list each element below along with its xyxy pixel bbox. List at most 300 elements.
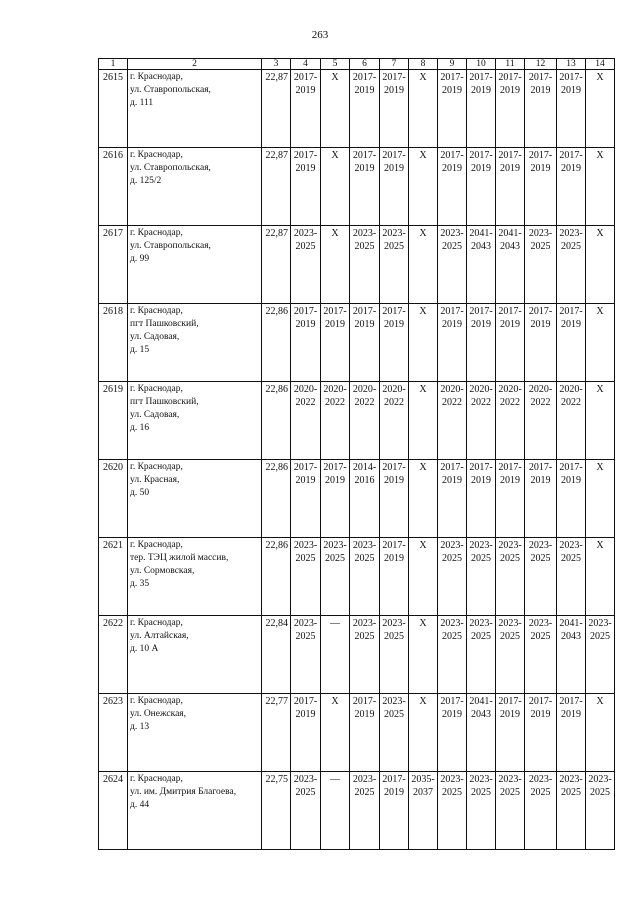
period-cell	[321, 460, 350, 538]
period-line: 2023-	[293, 774, 318, 785]
period-line: 2017-	[352, 306, 377, 317]
row-number: 2618	[99, 304, 128, 382]
period-line: 2022	[384, 397, 404, 408]
period-cell	[380, 460, 409, 538]
period-line: 2019	[471, 475, 491, 486]
period-cell	[409, 70, 438, 148]
period-line: Х	[596, 696, 604, 707]
address-line: г. Краснодар,	[130, 618, 183, 628]
period-cell	[586, 226, 615, 304]
period-cell	[409, 772, 438, 850]
row-number: 2617	[99, 226, 128, 304]
period-line: Х	[419, 384, 427, 395]
period-cell	[438, 538, 467, 616]
period-line: 2019	[471, 163, 491, 174]
period-line: 2023-	[293, 540, 318, 551]
period-line: 2025	[590, 631, 610, 642]
period-line: Х	[596, 72, 604, 83]
period-line: 2019	[500, 163, 520, 174]
period-cell	[321, 70, 350, 148]
address-line: г. Краснодар,	[130, 384, 183, 394]
area-cell: 22,84	[262, 616, 291, 694]
period-line: 2025	[530, 241, 551, 252]
period-line: 2037	[413, 787, 433, 798]
period-cell	[380, 694, 409, 772]
period-cell	[321, 148, 350, 226]
period-line: 2023-	[382, 696, 406, 707]
period-line: 2017-	[498, 150, 522, 161]
period-cell	[380, 226, 409, 304]
period-cell	[350, 694, 380, 772]
period-cell	[321, 382, 350, 460]
period-cell	[586, 70, 615, 148]
period-line: 2019	[295, 85, 316, 96]
address-cell	[128, 304, 262, 382]
period-cell	[409, 538, 438, 616]
period-cell	[350, 304, 380, 382]
period-line: Х	[419, 540, 427, 551]
period-cell	[557, 382, 586, 460]
column-number: 10	[467, 59, 496, 70]
area-cell: 22,87	[262, 226, 291, 304]
period-line: 2017-	[293, 72, 318, 83]
area-cell: 22,87	[262, 148, 291, 226]
period-cell	[496, 382, 525, 460]
table-row	[99, 538, 615, 616]
period-line: 2023-	[440, 228, 464, 239]
period-line: 2019	[561, 319, 581, 330]
period-line: 2019	[442, 85, 462, 96]
period-line: 2017-	[528, 696, 553, 707]
period-line: 2022	[325, 397, 345, 408]
period-line: 2019	[384, 787, 404, 798]
page-number: 263	[311, 29, 329, 41]
period-line: 2020-	[293, 384, 318, 395]
address-cell	[128, 460, 262, 538]
period-line: 2020-	[382, 384, 406, 395]
period-line: 2017-	[352, 150, 377, 161]
period-line: 2020-	[323, 384, 347, 395]
period-line: 2025	[442, 241, 462, 252]
period-line: 2023-	[559, 774, 583, 785]
period-line: —	[330, 774, 340, 785]
address-line: д. 10 А	[130, 644, 159, 654]
address-line: д. 13	[130, 722, 150, 732]
period-cell	[586, 304, 615, 382]
period-line: 2023-	[352, 228, 377, 239]
period-line: 2022	[561, 397, 581, 408]
period-cell	[586, 148, 615, 226]
period-line: 2023-	[352, 540, 377, 551]
area-cell: 22,87	[262, 70, 291, 148]
period-line: 2019	[500, 475, 520, 486]
period-cell	[467, 694, 496, 772]
table-row	[99, 226, 615, 304]
period-line: 2023-	[588, 774, 612, 785]
period-line: 2025	[295, 241, 316, 252]
period-line: Х	[419, 618, 427, 629]
period-cell	[525, 694, 557, 772]
period-line: 2019	[561, 163, 581, 174]
period-line: 2017-	[352, 696, 377, 707]
period-line: 2041-	[559, 618, 583, 629]
period-cell	[467, 772, 496, 850]
period-line: Х	[419, 150, 427, 161]
period-line: 2017-	[469, 72, 493, 83]
period-line: 2017-	[469, 306, 493, 317]
period-line: 2017-	[293, 696, 318, 707]
period-cell	[557, 226, 586, 304]
period-line: 2022	[530, 397, 551, 408]
period-line: 2025	[354, 787, 375, 798]
period-line: 2025	[500, 631, 520, 642]
period-cell	[557, 70, 586, 148]
address-cell	[128, 70, 262, 148]
period-line: 2022	[471, 397, 491, 408]
period-line: 2019	[500, 709, 520, 720]
period-cell	[438, 616, 467, 694]
column-number: 11	[496, 59, 525, 70]
period-cell	[350, 148, 380, 226]
period-line: 2017-	[382, 72, 406, 83]
period-line: 2023-	[440, 774, 464, 785]
period-cell	[291, 382, 321, 460]
period-cell	[586, 694, 615, 772]
period-line: 2023-	[469, 540, 493, 551]
period-line: 2019	[500, 319, 520, 330]
period-line: 2017-	[528, 150, 553, 161]
area-cell: 22,77	[262, 694, 291, 772]
period-line: 2025	[530, 553, 551, 564]
period-line: 2019	[530, 475, 551, 486]
period-line: 2025	[500, 553, 520, 564]
table-row	[99, 304, 615, 382]
column-number: 4	[291, 59, 321, 70]
period-line: 2023-	[498, 618, 522, 629]
period-line: 2025	[442, 787, 462, 798]
period-cell	[525, 616, 557, 694]
period-cell	[291, 304, 321, 382]
period-line: 2025	[471, 553, 491, 564]
period-cell	[496, 538, 525, 616]
area-cell: 22,86	[262, 304, 291, 382]
period-line: Х	[419, 306, 427, 317]
period-line: Х	[419, 462, 427, 473]
period-cell	[380, 304, 409, 382]
period-line: 2023-	[528, 228, 553, 239]
period-line: 2025	[384, 709, 404, 720]
period-line: 2019	[500, 85, 520, 96]
period-cell	[438, 382, 467, 460]
address-cell	[128, 538, 262, 616]
period-line: 2019	[561, 85, 581, 96]
period-line: 2017-	[352, 72, 377, 83]
period-line: 2023-	[293, 618, 318, 629]
period-cell	[467, 382, 496, 460]
period-line: 2023-	[528, 618, 553, 629]
period-cell	[409, 148, 438, 226]
period-cell	[350, 226, 380, 304]
column-number: 8	[409, 59, 438, 70]
period-line: 2019	[561, 709, 581, 720]
period-line: 2019	[354, 85, 375, 96]
period-line: 2023-	[323, 540, 347, 551]
period-line: 2025	[561, 241, 581, 252]
period-line: Х	[596, 540, 604, 551]
period-line: 2017-	[559, 696, 583, 707]
period-cell	[525, 460, 557, 538]
period-cell	[321, 226, 350, 304]
period-line: 2023-	[352, 774, 377, 785]
period-line: 2019	[325, 319, 345, 330]
period-cell	[321, 538, 350, 616]
period-cell	[409, 226, 438, 304]
period-line: 2019	[471, 319, 491, 330]
period-line: Х	[596, 462, 604, 473]
period-cell	[496, 694, 525, 772]
period-line: 2025	[590, 787, 610, 798]
column-number: 2	[128, 59, 262, 70]
period-line: 2023-	[382, 618, 406, 629]
period-cell	[525, 226, 557, 304]
period-line: 2025	[530, 631, 551, 642]
period-line: 2017-	[498, 306, 522, 317]
period-line: 2017-	[293, 306, 318, 317]
period-cell	[380, 616, 409, 694]
period-line: 2017-	[440, 462, 464, 473]
address-line: д. 35	[130, 579, 150, 589]
period-line: 2025	[471, 787, 491, 798]
address-line: ул. Алтайская,	[130, 631, 189, 641]
period-line: 2017-	[293, 150, 318, 161]
column-number: 1	[99, 59, 128, 70]
period-line: 2017-	[440, 72, 464, 83]
period-line: 2019	[442, 475, 462, 486]
period-line: 2019	[295, 709, 316, 720]
period-line: 2023-	[588, 618, 612, 629]
period-line: 2019	[530, 163, 551, 174]
address-line: ул. Сормовская,	[130, 566, 195, 576]
address-cell	[128, 226, 262, 304]
address-line: г. Краснодар,	[130, 462, 183, 472]
address-cell	[128, 382, 262, 460]
period-cell	[380, 538, 409, 616]
period-cell	[291, 538, 321, 616]
period-cell	[525, 304, 557, 382]
period-line: 2022	[500, 397, 520, 408]
period-line: Х	[419, 72, 427, 83]
period-line: 2019	[384, 475, 404, 486]
period-line: 2025	[384, 631, 404, 642]
address-line: г. Краснодар,	[130, 696, 183, 706]
period-line: 2025	[295, 553, 316, 564]
row-number: 2615	[99, 70, 128, 148]
period-line: 2023-	[352, 618, 377, 629]
address-line: д. 16	[130, 423, 150, 433]
period-line: 2014-	[352, 462, 377, 473]
period-cell	[291, 772, 321, 850]
period-line: 2041-	[469, 696, 493, 707]
period-cell	[438, 772, 467, 850]
period-cell	[525, 538, 557, 616]
period-line: 2017-	[498, 462, 522, 473]
address-line: ул. Садовая,	[130, 332, 180, 342]
address-line: ул. Ставропольская,	[130, 241, 211, 251]
address-line: ул. Онежская,	[130, 709, 187, 719]
period-line: —	[330, 618, 340, 629]
period-cell	[350, 772, 380, 850]
period-line: 2025	[500, 787, 520, 798]
period-line: 2019	[325, 475, 345, 486]
period-line: 2017-	[469, 150, 493, 161]
period-line: 2025	[295, 631, 316, 642]
period-cell	[557, 772, 586, 850]
row-number: 2620	[99, 460, 128, 538]
row-number: 2622	[99, 616, 128, 694]
period-line: 2019	[530, 709, 551, 720]
period-line: 2019	[354, 163, 375, 174]
address-cell	[128, 616, 262, 694]
period-line: 2017-	[382, 462, 406, 473]
column-number: 13	[557, 59, 586, 70]
period-line: 2017-	[382, 150, 406, 161]
period-cell	[586, 538, 615, 616]
period-cell	[496, 616, 525, 694]
row-number: 2623	[99, 694, 128, 772]
period-line: 2017-	[323, 462, 347, 473]
period-line: Х	[419, 228, 427, 239]
period-cell	[467, 70, 496, 148]
column-number-row	[99, 59, 615, 70]
period-line: 2022	[442, 397, 462, 408]
period-line: 2020-	[440, 384, 464, 395]
period-line: 2041-	[498, 228, 522, 239]
period-line: 2023-	[528, 774, 553, 785]
period-cell	[409, 616, 438, 694]
period-cell	[586, 616, 615, 694]
period-line: 2025	[295, 787, 316, 798]
period-line: Х	[596, 306, 604, 317]
row-number: 2619	[99, 382, 128, 460]
period-line: 2025	[354, 631, 375, 642]
period-cell	[525, 382, 557, 460]
period-line: 2020-	[559, 384, 583, 395]
period-line: 2043	[471, 241, 491, 252]
period-cell	[496, 70, 525, 148]
row-number: 2624	[99, 772, 128, 850]
column-number: 12	[525, 59, 557, 70]
area-cell: 22,86	[262, 538, 291, 616]
period-line: 2022	[295, 397, 316, 408]
address-line: г. Краснодар,	[130, 228, 183, 238]
column-number: 3	[262, 59, 291, 70]
period-cell	[467, 304, 496, 382]
address-line: г. Краснодар,	[130, 72, 183, 82]
period-cell	[350, 70, 380, 148]
period-line: 2017-	[440, 150, 464, 161]
address-line: д. 99	[130, 254, 150, 264]
period-cell	[496, 148, 525, 226]
period-cell	[438, 694, 467, 772]
address-line: ул. Садовая,	[130, 410, 180, 420]
address-line: д. 50	[130, 488, 150, 498]
period-line: 2019	[384, 163, 404, 174]
period-line: 2017-	[559, 462, 583, 473]
period-line: 2023-	[498, 540, 522, 551]
table-row	[99, 382, 615, 460]
period-cell	[409, 460, 438, 538]
period-line: 2017-	[382, 306, 406, 317]
address-cell	[128, 772, 262, 850]
period-cell	[496, 226, 525, 304]
column-number: 9	[438, 59, 467, 70]
area-cell: 22,86	[262, 460, 291, 538]
period-cell	[321, 694, 350, 772]
period-line: 2019	[471, 85, 491, 96]
period-line: 2019	[384, 85, 404, 96]
period-cell	[291, 148, 321, 226]
period-cell	[467, 616, 496, 694]
address-line: г. Краснодар,	[130, 774, 183, 784]
period-cell	[380, 382, 409, 460]
address-line: ул. Красная,	[130, 475, 180, 485]
period-cell	[467, 148, 496, 226]
address-line: ул. им. Дмитрия Благоева,	[130, 787, 237, 797]
period-cell	[350, 616, 380, 694]
period-line: 2025	[561, 787, 581, 798]
period-line: 2019	[530, 319, 551, 330]
period-line: 2020-	[528, 384, 553, 395]
period-cell	[586, 772, 615, 850]
period-cell	[380, 70, 409, 148]
period-cell	[496, 304, 525, 382]
period-line: 2023-	[469, 774, 493, 785]
period-cell	[467, 226, 496, 304]
address-line: г. Краснодар,	[130, 540, 183, 550]
period-line: 2023-	[440, 540, 464, 551]
period-cell	[438, 460, 467, 538]
column-number: 7	[380, 59, 409, 70]
period-cell	[467, 460, 496, 538]
table-row	[99, 694, 615, 772]
period-cell	[438, 148, 467, 226]
period-line: Х	[331, 72, 339, 83]
period-line: 2019	[384, 553, 404, 564]
period-line: 2019	[295, 475, 316, 486]
period-line: 2025	[442, 553, 462, 564]
period-cell	[557, 694, 586, 772]
address-line: д. 125/2	[130, 176, 162, 186]
period-cell	[291, 694, 321, 772]
period-line: 2020-	[352, 384, 377, 395]
period-line: 2025	[530, 787, 551, 798]
address-line: д. 111	[130, 98, 154, 108]
period-line: Х	[331, 150, 339, 161]
period-line: 2043	[561, 631, 581, 642]
table-row	[99, 772, 615, 850]
period-cell	[321, 772, 350, 850]
period-cell	[557, 304, 586, 382]
data-table	[98, 58, 615, 850]
period-line: Х	[596, 384, 604, 395]
address-line: тер. ТЭЦ жилой массив,	[130, 553, 229, 563]
period-line: 2025	[561, 553, 581, 564]
row-number: 2616	[99, 148, 128, 226]
period-line: 2019	[530, 85, 551, 96]
period-cell	[438, 304, 467, 382]
period-line: Х	[596, 150, 604, 161]
period-line: 2019	[354, 319, 375, 330]
